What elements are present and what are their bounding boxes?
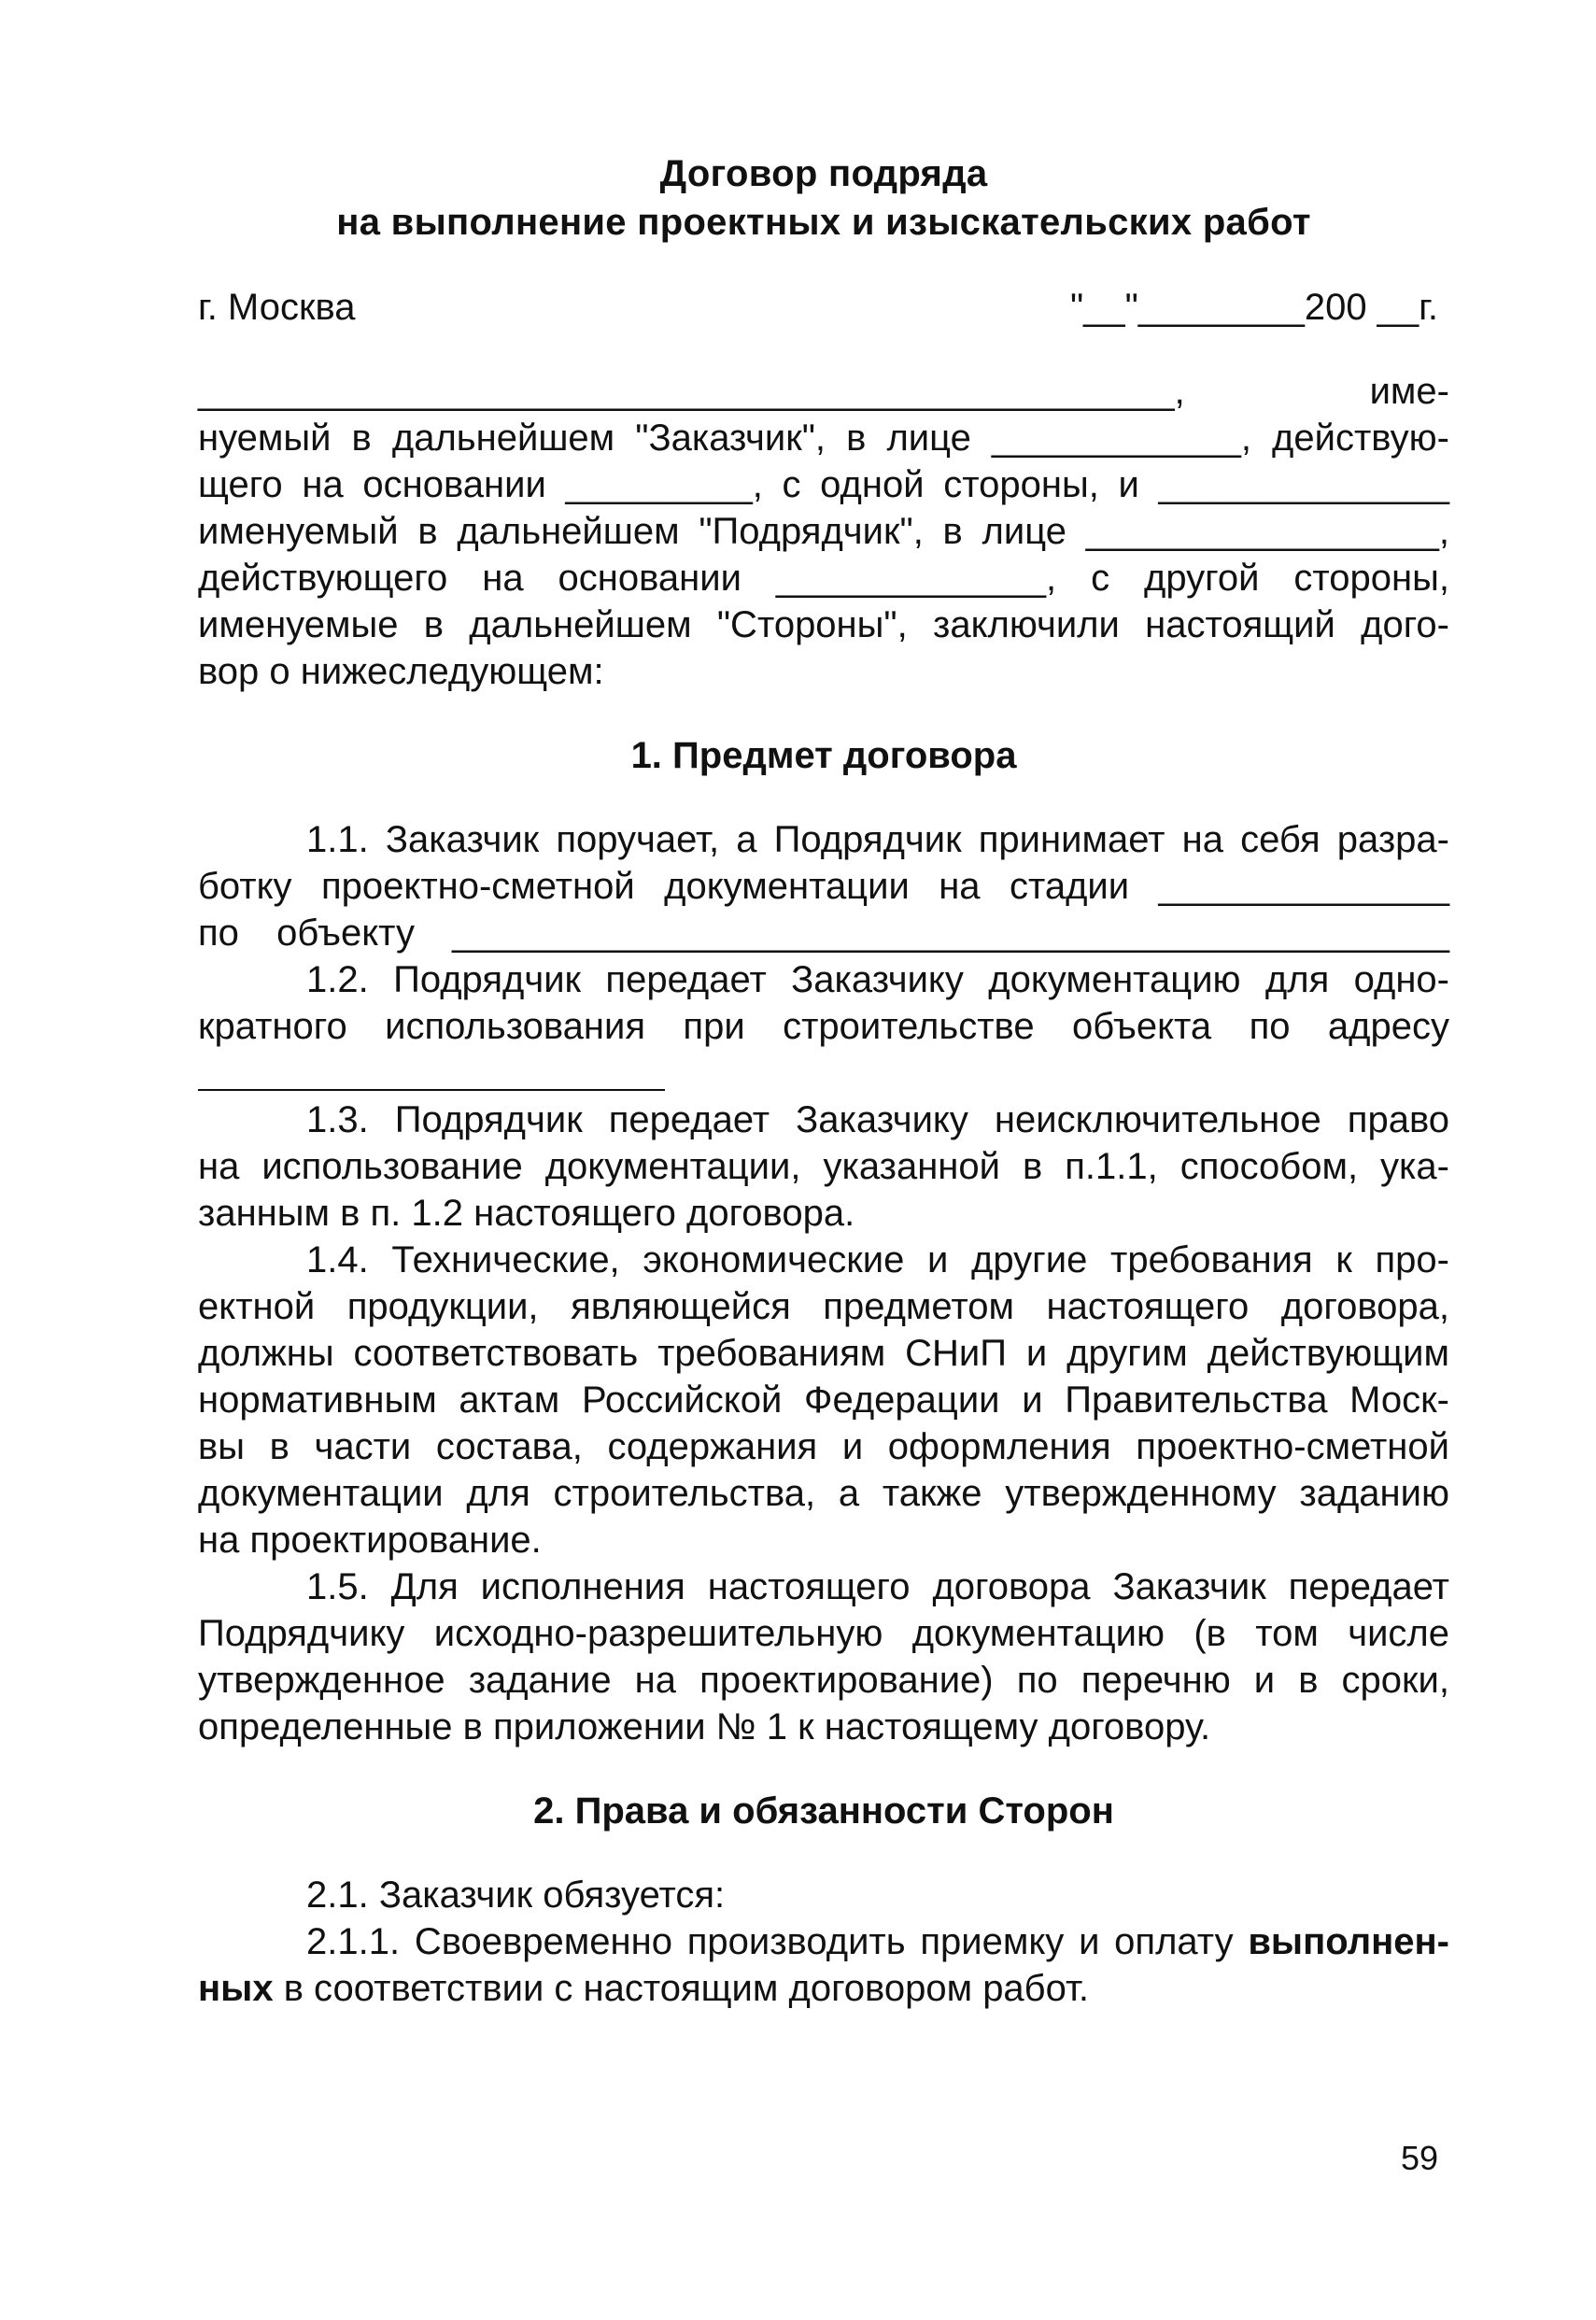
clause-1-5-line: утвержденное задание на проектирование) по перечню и в сроки, <box>198 1660 1449 1701</box>
place-date-row <box>198 284 1449 331</box>
clause-1-4-line: на проектирование. <box>198 1520 542 1561</box>
title-line-2: на выполнение проектных и изыскательских работ <box>336 202 1311 243</box>
clause-1-4-line: ектной продукции, являющейся предметом настоящего договора, <box>198 1286 1449 1327</box>
section-2-body <box>198 1872 1449 2012</box>
clause-2-1-1-line <box>198 1918 1449 1965</box>
section-2-title: 2. Права и обязанности Сторон <box>533 1790 1114 1832</box>
clause-1-5-line: определенные в приложении № 1 к настоящему договору. <box>198 1706 1211 1747</box>
title-line-1: Договор подряда <box>659 153 988 194</box>
preamble-line: щего на основании _________, с одной стороны, и ______________ <box>198 464 1449 505</box>
clause-1-4-line: 1.4. Технические, экономические и другие требования к про- <box>306 1239 1449 1280</box>
preamble-line: именуемый в дальнейшем "Подрядчик", в лице _________________, <box>198 511 1449 552</box>
preamble-line: именуемые в дальнейшем "Стороны", заключили настоящий дого- <box>198 604 1449 645</box>
clause-1-5-line: 1.5. Для исполнения настоящего договора Заказчик передает <box>306 1566 1449 1607</box>
clause-1-4-line: вы в части состава, содержания и оформления проектно-сметной <box>198 1426 1449 1467</box>
clause-1-2-line: 1.2. Подрядчик передает Заказчику документацию для одно- <box>306 959 1449 1000</box>
clause-2-1: 2.1. Заказчик обязуется: <box>306 1874 726 1916</box>
clause-2-1-1-bold: выполнен- <box>1248 1921 1449 1962</box>
clause-1-1-line: 1.1. Заказчик поручает, а Подрядчик принимает на себя разра- <box>306 819 1449 860</box>
clause-1-5-line: Подрядчику исходно-разрешительную документацию (в том числе <box>198 1613 1449 1654</box>
clause-1-2-line: кратного использования при строительстве объекта по адресу <box>198 1006 1449 1047</box>
clause-2-1-1-bold-cont: ных <box>198 1968 274 2009</box>
clause-1-1-line: по объекту ________________________________________________ <box>198 912 1449 954</box>
contract-date: "__"________200 __г. <box>1069 287 1438 328</box>
document-title <box>198 149 1449 247</box>
preamble-line: вор о нижеследующем: <box>198 651 604 692</box>
preamble-line: действующего на основании _____________, с другой стороны, <box>198 558 1449 599</box>
clause-1-4-line: нормативным актам Российской Федерации и Правительства Моск- <box>198 1379 1449 1421</box>
clause-2-1-1-text: 2.1.1. Своевременно производить приемку и оплату <box>306 1921 1249 1962</box>
preamble <box>198 368 1449 695</box>
document-page <box>198 149 1449 2012</box>
section-1-body <box>198 816 1449 1750</box>
page-number: 59 <box>1401 2139 1439 2177</box>
clause-1-3-line: на использование документации, указанной в п.1.1, способом, ука- <box>198 1146 1449 1187</box>
preamble-line: нуемый в дальнейшем "Заказчик", в лице ____________, действую- <box>198 417 1449 459</box>
clause-1-1-line: ботку проектно-сметной документации на стадии ______________ <box>198 866 1449 907</box>
clause-1-3-line: 1.3. Подрядчик передает Заказчику неисключительное право <box>306 1099 1449 1140</box>
clause-1-4-line: должны соответствовать требованиям СНиП и другим действующим <box>198 1333 1449 1374</box>
preamble-line: _______________________________________________, име- <box>198 371 1449 412</box>
clause-1-3-line: занным в п. 1.2 настоящего договора. <box>198 1193 855 1234</box>
address-blank <box>198 1050 1449 1096</box>
city: г. Москва <box>198 287 356 328</box>
clause-1-4-line: документации для строительства, а также утвержденному заданию <box>198 1473 1449 1514</box>
section-1-title: 1. Предмет договора <box>630 735 1017 776</box>
clause-2-1-1-text-cont: в соответствии с настоящим договором работ. <box>273 1968 1089 2009</box>
clause-2-1-1-line <box>198 1965 1449 2012</box>
